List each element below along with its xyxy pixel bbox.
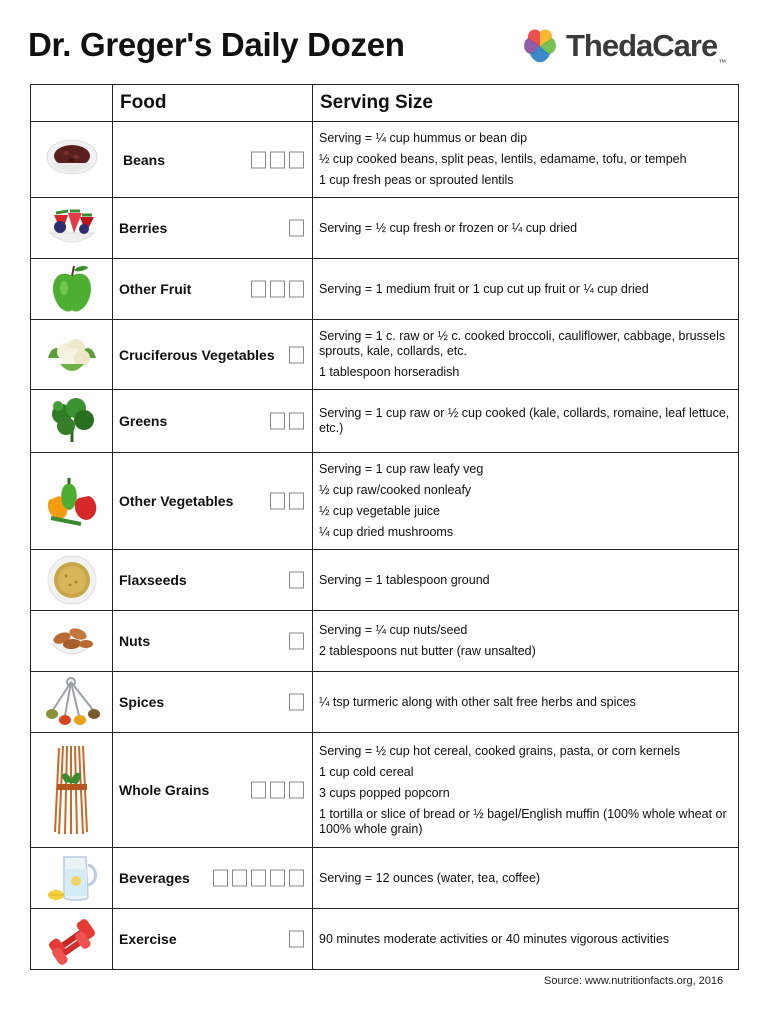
food-image-cell (31, 550, 113, 611)
beans-icon (31, 135, 112, 185)
serving-checkbox[interactable] (289, 782, 304, 799)
serving-size-cell (313, 122, 739, 198)
table-row (31, 672, 739, 733)
food-cell (113, 733, 313, 848)
serving-checkboxes (289, 694, 304, 711)
serving-checkbox[interactable] (270, 870, 285, 887)
dumbbell-icon (31, 913, 112, 965)
serving-checkbox[interactable] (270, 493, 285, 510)
greens-icon (31, 394, 112, 448)
table-row (31, 909, 739, 970)
serving-size-cell (313, 198, 739, 259)
table-row (31, 198, 739, 259)
serving-size-cell (313, 550, 739, 611)
serving-size-cell (313, 453, 739, 550)
food-image-cell (31, 453, 113, 550)
table-row (31, 259, 739, 320)
serving-checkboxes (289, 633, 304, 650)
serving-line: Serving = ¼ cup nuts/seed (319, 623, 468, 637)
daily-dozen-table (30, 84, 739, 970)
food-cell (113, 259, 313, 320)
serving-checkbox[interactable] (289, 931, 304, 948)
pitcher-icon (31, 851, 112, 905)
food-name: Other Fruit (119, 281, 192, 297)
serving-checkboxes (289, 931, 304, 948)
cauliflower-icon (31, 328, 112, 382)
header-image (31, 85, 113, 122)
food-cell (113, 453, 313, 550)
food-name: Spices (119, 694, 165, 710)
serving-checkbox[interactable] (289, 870, 304, 887)
serving-checkboxes (289, 220, 304, 237)
header-serving-size: Serving Size (313, 85, 739, 122)
serving-line: 3 cups popped popcorn (319, 785, 450, 800)
food-image-cell (31, 320, 113, 390)
serving-line: Serving = ½ cup fresh or frozen or ¼ cup dried (319, 220, 578, 235)
peppers-icon (31, 474, 112, 528)
food-cell (113, 390, 313, 453)
serving-line: Serving = 1 tablespoon ground (319, 572, 490, 587)
serving-size-cell (313, 733, 739, 848)
food-image-cell (31, 733, 113, 848)
food-image-cell (31, 390, 113, 453)
serving-checkbox[interactable] (251, 151, 266, 168)
serving-line: ½ cup cooked beans, split peas, lentils, edamame, tofu, or tempeh (319, 152, 687, 166)
serving-checkbox[interactable] (289, 572, 304, 589)
food-name: Nuts (119, 633, 151, 649)
food-cell (113, 909, 313, 970)
header-food: Food (113, 85, 313, 122)
food-image-cell (31, 848, 113, 909)
food-name: Beverages (119, 870, 190, 886)
source-note: Source: www.nutritionfacts.org, 2016 (544, 975, 724, 987)
flaxseeds-icon (31, 554, 112, 606)
table-row (31, 848, 739, 909)
serving-checkbox[interactable] (289, 151, 304, 168)
serving-size-cell (313, 390, 739, 453)
pasta-icon (31, 742, 112, 838)
serving-checkboxes (213, 870, 304, 887)
serving-line: 1 tablespoon horseradish (319, 365, 460, 379)
table-row (31, 733, 739, 848)
serving-size-cell (313, 848, 739, 909)
food-name: Flaxseeds (119, 572, 187, 588)
serving-size-cell (313, 909, 739, 970)
table-row (31, 122, 739, 198)
food-name: Whole Grains (119, 782, 210, 798)
serving-checkbox[interactable] (232, 870, 247, 887)
serving-line: 1 cup cold cereal (319, 764, 414, 779)
food-name: Cruciferous Vegetables (119, 346, 275, 363)
serving-line: ½ cup raw/cooked nonleafy (319, 483, 472, 497)
table-row (31, 390, 739, 453)
serving-line: Serving = 1 cup raw or ½ cup cooked (kale, collards, romaine, leaf lettuce, etc.) (319, 406, 730, 435)
food-name: Other Vegetables (119, 493, 234, 509)
food-image-cell (31, 259, 113, 320)
serving-checkbox[interactable] (270, 151, 285, 168)
food-cell (113, 848, 313, 909)
serving-checkbox[interactable] (270, 413, 285, 430)
serving-line: Serving = 1 medium fruit or 1 cup cut up fruit or ¼ cup dried (319, 281, 649, 296)
serving-checkboxes (251, 281, 304, 298)
serving-line: 90 minutes moderate activities or 40 minutes vigorous activities (319, 931, 670, 946)
table-row (31, 611, 739, 672)
page-title: Dr. Greger's Daily Dozen (28, 26, 405, 63)
serving-checkboxes (270, 493, 304, 510)
table-row (31, 550, 739, 611)
serving-checkbox[interactable] (270, 281, 285, 298)
table-row (31, 453, 739, 550)
logo-trademark: ™ (718, 57, 727, 67)
serving-checkbox[interactable] (251, 782, 266, 799)
berries-icon (31, 203, 112, 253)
serving-checkboxes (251, 782, 304, 799)
food-image-cell (31, 198, 113, 259)
nuts-icon (31, 616, 112, 666)
table-header-row (31, 85, 739, 122)
food-name: Berries (119, 220, 168, 236)
serving-checkboxes (251, 151, 304, 168)
food-cell (113, 550, 313, 611)
serving-checkboxes (270, 413, 304, 430)
food-cell (113, 672, 313, 733)
food-name: Exercise (119, 931, 177, 947)
logo-mark-icon (522, 28, 558, 64)
food-image-cell (31, 122, 113, 198)
food-cell (113, 198, 313, 259)
serving-line: 1 tortilla or slice of bread or ½ bagel/English muffin (100% whole wheat or 100% whole grain) (319, 806, 727, 836)
serving-line: 1 cup fresh peas or sprouted lentils (319, 173, 514, 187)
food-name: Beans (123, 151, 166, 168)
serving-size-cell (313, 259, 739, 320)
serving-line: Serving = 1 cup raw leafy veg (319, 462, 484, 476)
logo-wordmark: ThedaCare (566, 28, 718, 63)
serving-checkbox[interactable] (289, 281, 304, 298)
food-image-cell (31, 611, 113, 672)
serving-checkbox[interactable] (289, 493, 304, 510)
serving-checkbox[interactable] (289, 694, 304, 711)
food-cell (113, 122, 313, 198)
serving-line: Serving = ½ cup hot cereal, cooked grains, pasta, or corn kernels (319, 743, 680, 758)
serving-checkbox[interactable] (289, 413, 304, 430)
food-image-cell (31, 672, 113, 733)
serving-line: Serving = ¼ cup hummus or bean dip (319, 131, 528, 145)
serving-checkbox[interactable] (251, 870, 266, 887)
serving-line: Serving = 12 ounces (water, tea, coffee) (319, 870, 541, 885)
serving-line: Serving = 1 c. raw or ½ c. cooked broccoli, cauliflower, cabbage, brussels sprouts, kale, collards, etc. (319, 329, 726, 358)
food-cell (113, 611, 313, 672)
apple-icon (31, 262, 112, 316)
serving-line: ½ cup vegetable juice (319, 504, 440, 518)
table-row (31, 320, 739, 390)
serving-line: ¼ tsp turmeric along with other salt free herbs and spices (319, 694, 636, 709)
food-cell (113, 320, 313, 390)
serving-size-cell (313, 611, 739, 672)
thedacare-logo (522, 26, 726, 66)
serving-checkbox[interactable] (270, 782, 285, 799)
food-name: Greens (119, 413, 168, 429)
serving-checkboxes (289, 346, 304, 363)
serving-size-cell (313, 672, 739, 733)
serving-checkbox[interactable] (289, 346, 304, 363)
serving-checkbox[interactable] (213, 870, 228, 887)
serving-line: 2 tablespoons nut butter (raw unsalted) (319, 644, 536, 658)
serving-checkboxes (289, 572, 304, 589)
food-image-cell (31, 909, 113, 970)
serving-checkbox[interactable] (289, 633, 304, 650)
spices-icon (31, 676, 112, 728)
serving-checkbox[interactable] (289, 220, 304, 237)
serving-size-cell (313, 320, 739, 390)
serving-line: ¼ cup dried mushrooms (319, 525, 454, 539)
serving-checkbox[interactable] (251, 281, 266, 298)
